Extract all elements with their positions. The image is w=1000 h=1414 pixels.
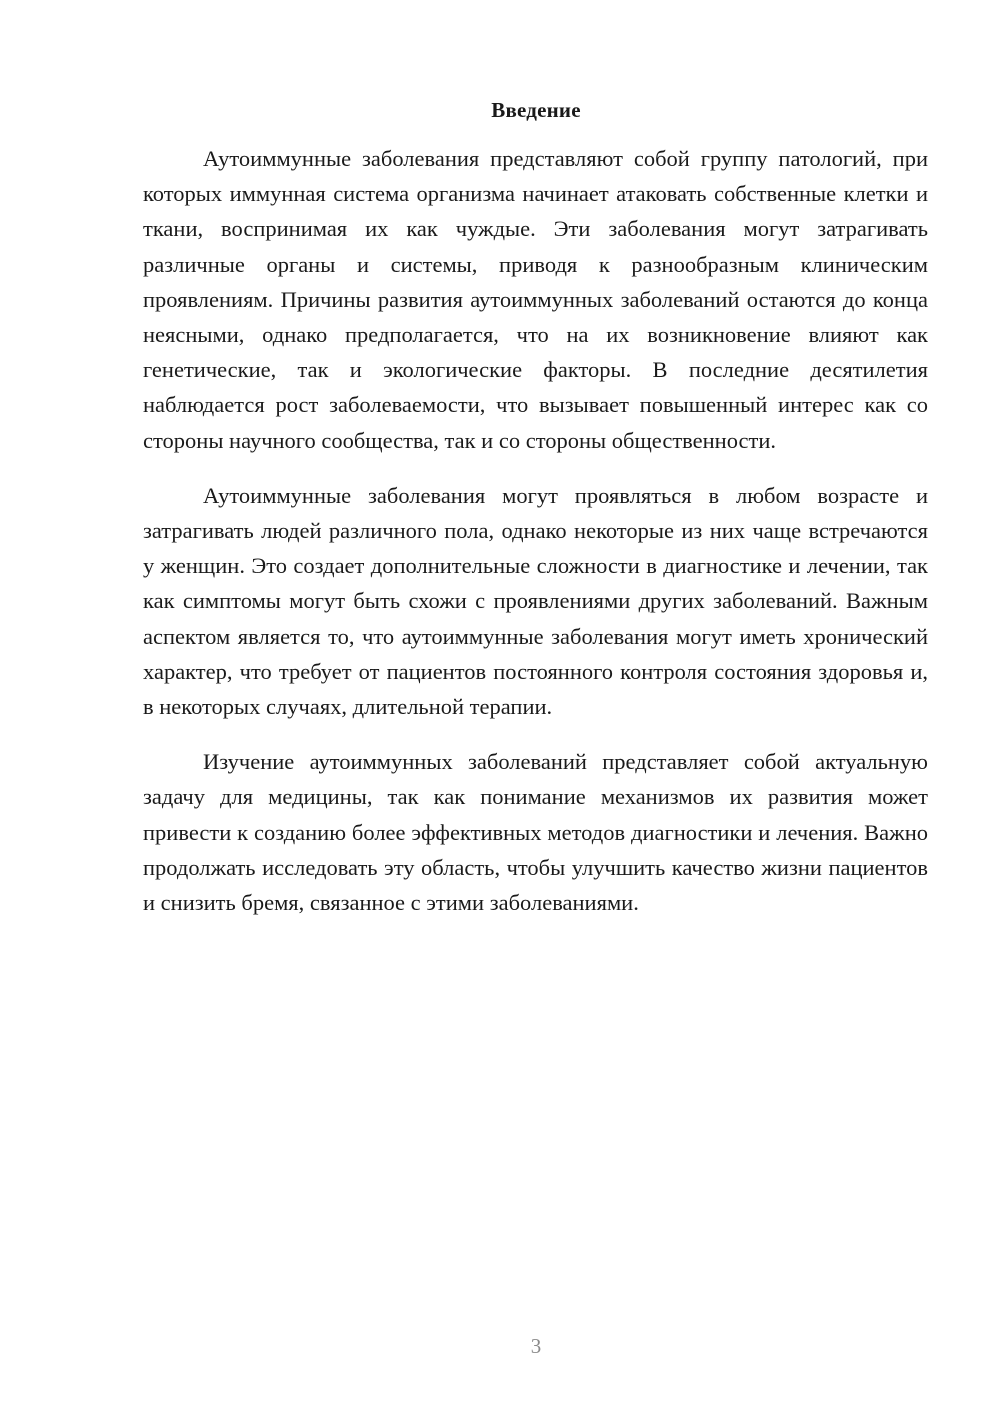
body-text xyxy=(143,141,928,940)
paragraph-3: Изучение аутоиммунных заболеваний представляет собой актуальную задачу для медицины, так как понимание механизмов их развития может привести к созданию более эффективных методов диагностики и лечения. Важно продолжать исследовать эту область, чтобы улучшить качество жизни пациентов и снизить бремя, связанное с этими заболеваниями. xyxy=(143,749,928,916)
paragraph-2: Аутоиммунные заболевания могут проявляться в любом возрасте и затрагивать людей различного пола, однако некоторые из них чаще встречаются у женщин. Это создает дополнительные сложности в диагностике и лечении, так как симптомы могут быть схожи с проявлениями других заболеваний. Важным аспектом является то, что аутоиммунные заболевания могут иметь хронический характер, что требует от пациентов постоянного контроля состояния здоровья и, в некоторых случаях, длительной терапии. xyxy=(143,482,928,720)
page-number: 3 xyxy=(530,1334,542,1358)
section-heading: Введение xyxy=(491,98,581,122)
paragraph-1: Аутоиммунные заболевания представляют собой группу патологий, при которых иммунная система организма начинает атаковать собственные клетки и ткани, воспринимая их как чуждые. Эти заболевания могут затрагивать различные органы и системы, приводя к разнообразным клиническим проявлениям. Причины развития аутоиммунных заболеваний остаются до конца неясными, однако предполагается, что на их возникновение влияют как генетические, так и экологические факторы. В последние десятилетия наблюдается рост заболеваемости, что вызывает повышенный интерес как со стороны научного сообщества, так и со стороны общественности. xyxy=(143,146,928,453)
